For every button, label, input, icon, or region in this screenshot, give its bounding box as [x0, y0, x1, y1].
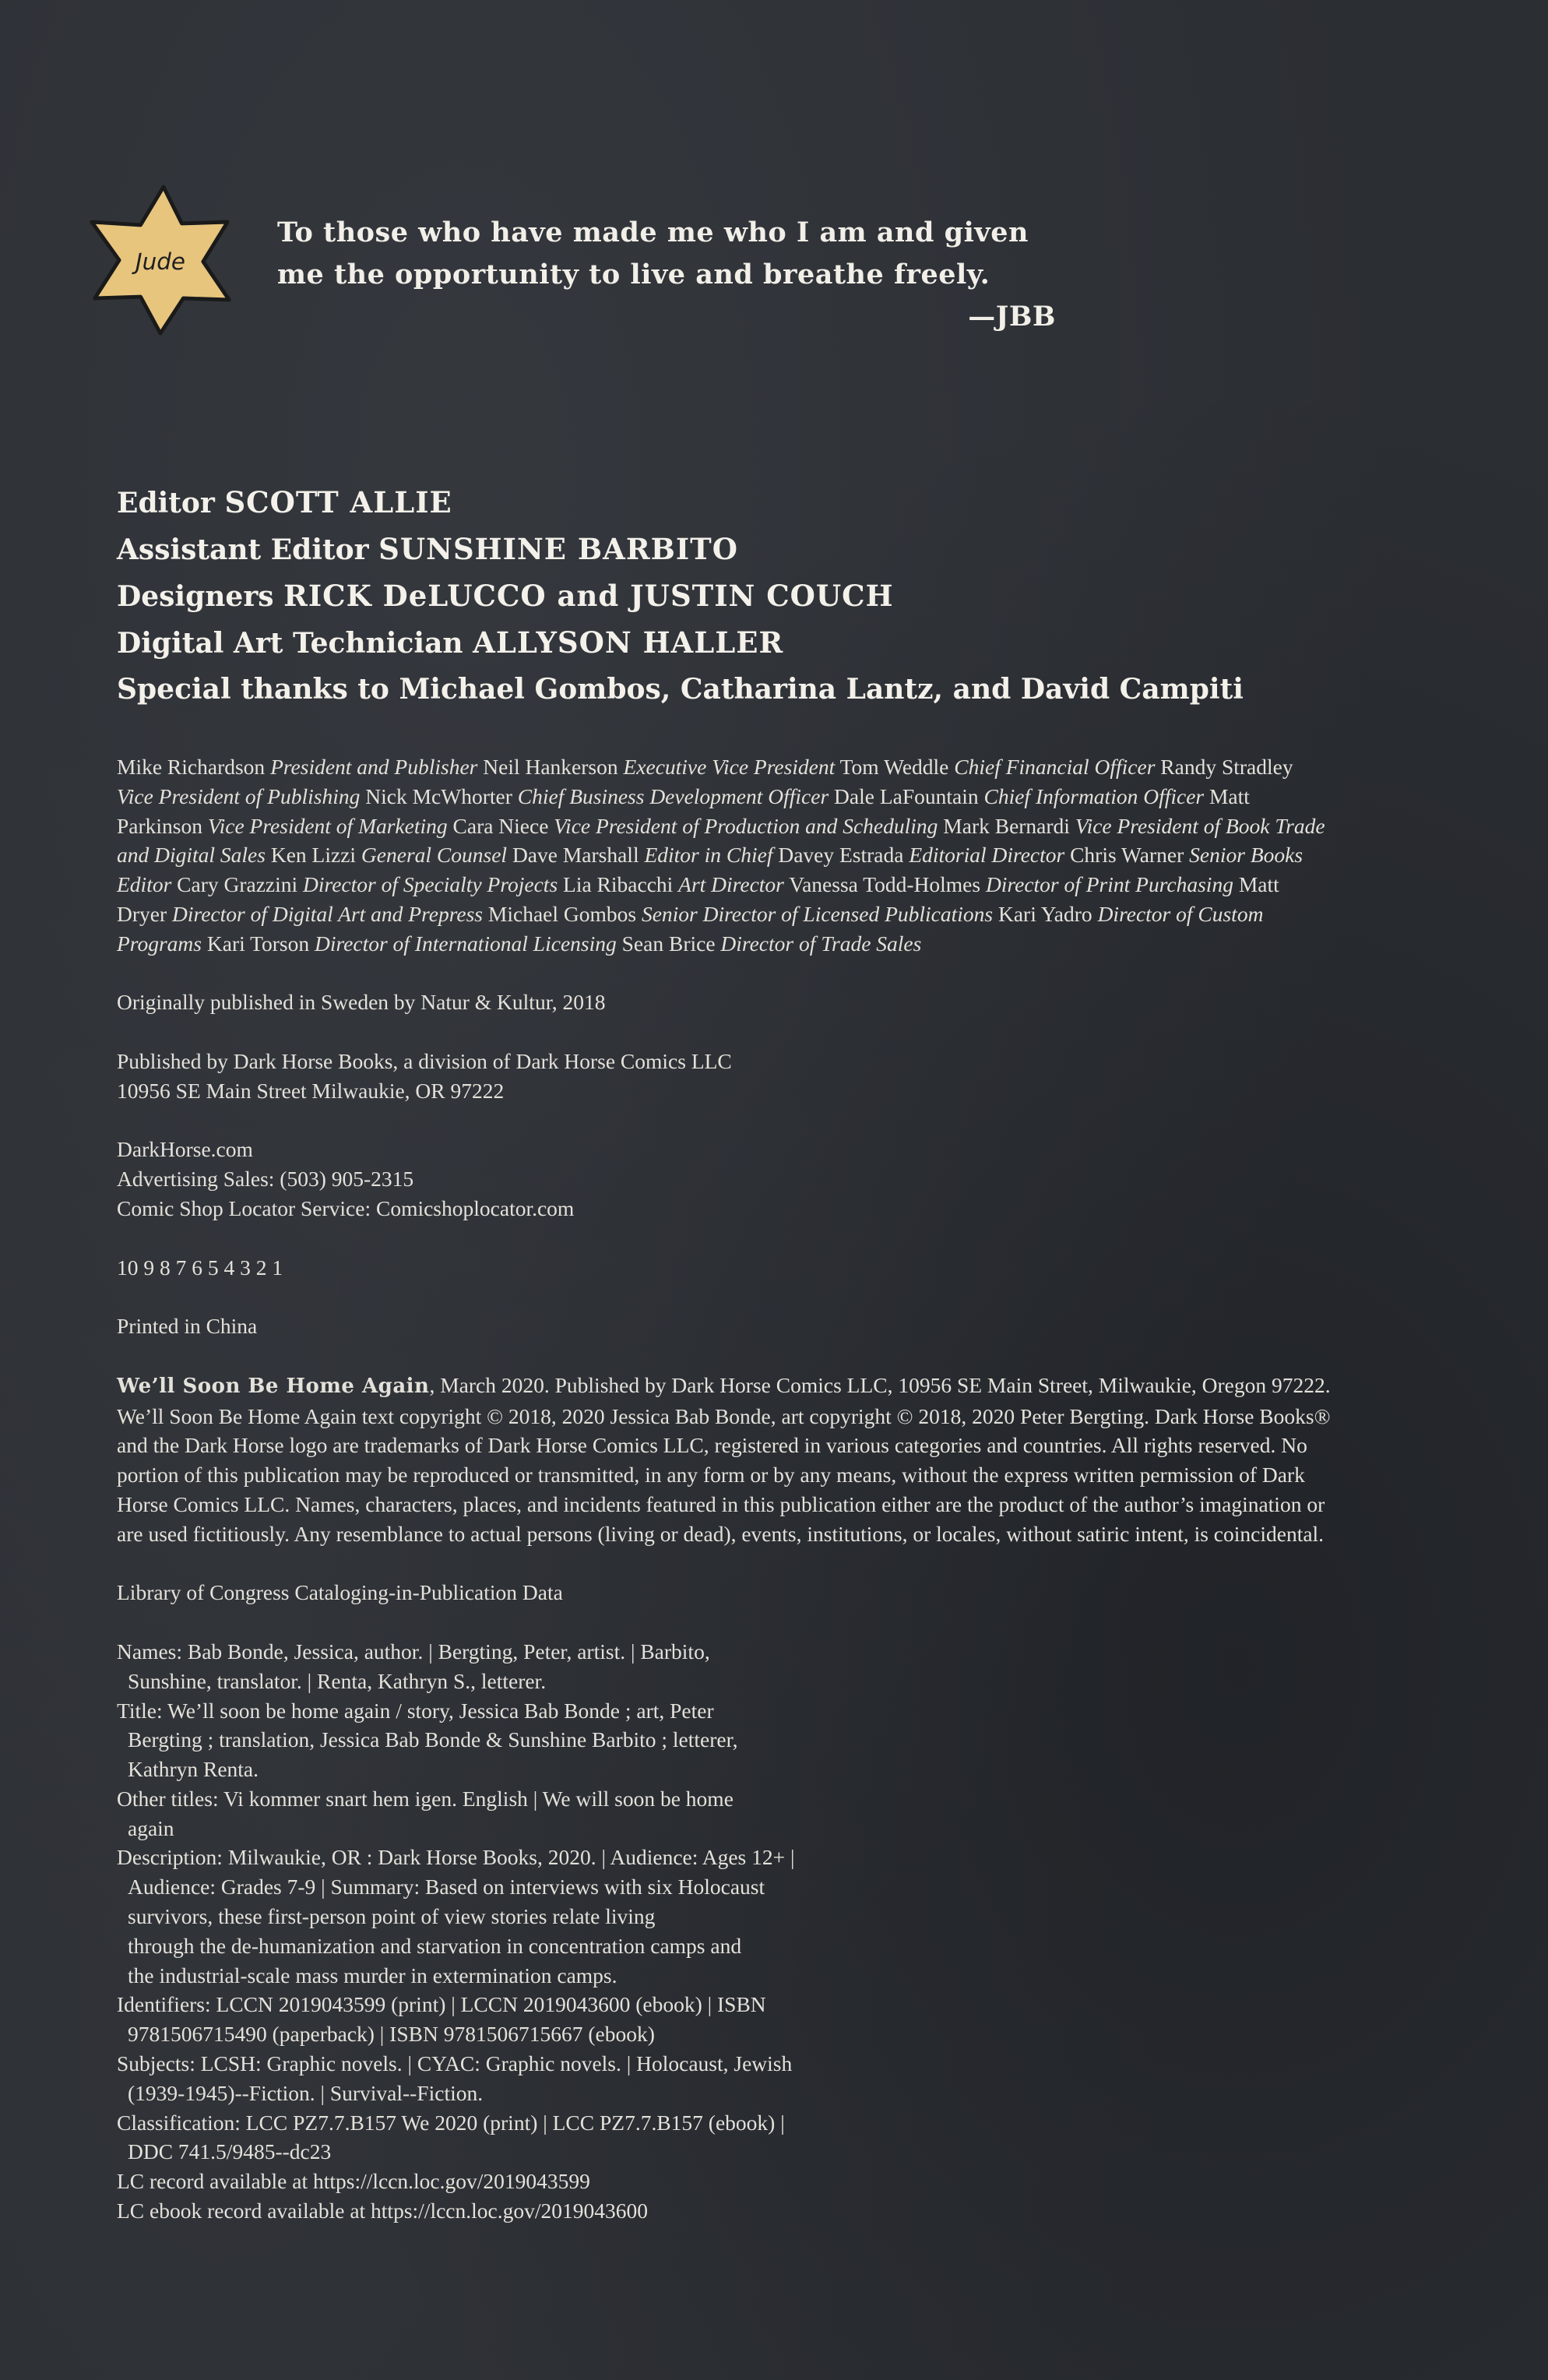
print-line: 10 9 8 7 6 5 4 3 2 1 [117, 1255, 283, 1280]
staff-name: Kari Yadro [997, 901, 1092, 926]
credit-role: Editor [117, 487, 215, 519]
staff-title: Executive Vice President [623, 755, 836, 779]
staff-title: Chief Information Officer [983, 783, 1205, 808]
credit-line [117, 573, 1479, 620]
dedication-signature: —JBB [968, 301, 1056, 333]
cip-line: LC record available at https://lccn.loc.gov/2019043599 [117, 2169, 590, 2194]
staff-title: Director of Specialty Projects [303, 872, 558, 897]
staff-title: Director of International Licensing [314, 931, 617, 956]
credit-line [117, 480, 1479, 526]
credit-name: SUNSHINE BARBITO [378, 532, 738, 566]
cip-line: LC ebook record available at https://lccn.loc.gov/2019043600 [117, 2199, 648, 2223]
printed-in: Printed in China [117, 1314, 258, 1339]
staff-title: Director of Digital Art and Prepress [172, 901, 484, 926]
cip-entry [117, 2049, 895, 2108]
cip-entry [117, 1784, 895, 1843]
publisher-name: Published by Dark Horse Books, a division of Dark Horse Comics LLC [117, 1048, 732, 1073]
star-of-david-icon [84, 184, 237, 336]
cip-line: Description: Milwaukie, OR : Dark Horse Books, 2020. | Audience: Ages 12+ | [117, 1845, 795, 1870]
cip-heading: Library of Congress Cataloging-in-Publication Data [117, 1580, 563, 1605]
staff-name: Davey Estrada [778, 843, 904, 868]
cip-line: through the de-humanization and starvation in concentration camps and [128, 1933, 742, 1958]
staff-title: General Counsel [361, 843, 508, 868]
credit-line [117, 667, 1479, 713]
staff-title: Vice President of Marketing [207, 813, 448, 838]
staff-title: Chief Financial Officer [954, 755, 1156, 779]
book-title: We’ll Soon Be Home Again [117, 1374, 430, 1398]
cip-line: (1939-1945)--Fiction. | Survival--Fiction. [128, 2080, 484, 2105]
dedication-line: me the opportunity to live and breathe freely. [277, 259, 990, 290]
staff-title: Senior Books Editor [117, 843, 1303, 897]
staff-name: Nick McWhorter [365, 783, 512, 808]
credit-name: RICK DeLUCCO and JUSTIN COUCH [283, 579, 894, 613]
staff-title: President and Publisher [270, 755, 478, 779]
staff-name: Vanessa Todd-Holmes [789, 872, 981, 897]
staff-title: Vice President of Publishing [117, 783, 361, 808]
staff-name: Randy Stradley [1160, 755, 1293, 779]
staff-name: Matt Parkinson [117, 783, 1250, 838]
staff-title: Editorial Director [909, 843, 1065, 868]
staff-title: Senior Director of Licensed Publications [641, 901, 994, 926]
staff-title: Director of Print Purchasing [985, 872, 1233, 897]
staff-title: Editor in Chief [644, 843, 773, 868]
dedication [277, 212, 1056, 338]
comic-shop-locator: Comic Shop Locator Service: Comicshoplocator.com [117, 1195, 575, 1220]
cip-data [117, 1637, 895, 2226]
cip-line: Bergting ; translation, Jessica Bab Bonde & Sunshine Barbito ; letterer, [128, 1727, 738, 1752]
staff-name: Cara Niece [452, 813, 549, 838]
star-label: Jude [135, 248, 186, 275]
staff-title: Art Director [678, 872, 784, 897]
cip-entry [117, 2196, 895, 2226]
credit-name: SCOTT ALLIE [224, 485, 452, 519]
cip-line: Names: Bab Bonde, Jessica, author. | Bergting, Peter, artist. | Barbito, [117, 1639, 710, 1664]
credit-line [117, 620, 1479, 667]
credit-role: Special thanks to [117, 673, 389, 706]
cip-line: Audience: Grades 7-9 | Summary: Based on interviews with six Holocaust [128, 1875, 765, 1899]
staff-name: Lia Ribacchi [563, 872, 674, 897]
staff-name: Dale LaFountain [834, 783, 979, 808]
cip-line: 9781506715490 (paperback) | ISBN 9781506715667 (ebook) [128, 2022, 655, 2047]
cip-entry [117, 2167, 895, 2196]
staff-name: Chris Warner [1070, 843, 1184, 868]
cip-line: Kathryn Renta. [128, 1757, 259, 1782]
staff-name: Kari Torson [206, 931, 310, 956]
publisher-info [117, 1047, 1332, 1106]
cip-line: again [128, 1815, 174, 1840]
cip-line: Subjects: LCSH: Graphic novels. | CYAC: Graphic novels. | Holocaust, Jewish [117, 2051, 793, 2076]
staff-title: Chief Business Development Officer [517, 783, 829, 808]
legal-text: , March 2020. Published by Dark Horse Comics LLC, 10956 SE Main Street, Milwaukie, Oregon 97222. We’ll Soon Be Home Again text copyright © 2018, 2020 Jessica Bab Bonde, art copyright © 2018, 2020 Peter Bergting. Dark Horse Books® and the Dark Horse logo are trademarks of Dark Horse Comics LLC, registered in various categories and countries. All rights reserved. No portion of this publication may be reproduced or transmitted, in any form or by any means, without the express written permission of Dark Horse Comics LLC. Names, characters, places, and incidents featured in this publication either are the product of the author’s imagination or are used fictitiously. Any resemblance to actual persons (living or dead), events, institutions, or locales, without satiric intent, is coincidental. [117, 1372, 1331, 1546]
staff-name: Mike Richardson [117, 755, 266, 779]
staff-list [117, 752, 1332, 959]
legal-notice [117, 1371, 1332, 1549]
yellow-star-badge [84, 184, 237, 336]
website-link: DarkHorse.com [117, 1137, 253, 1162]
cip-line: Classification: LCC PZ7.7.B157 We 2020 (print) | LCC PZ7.7.B157 (ebook) | [117, 2110, 785, 2135]
dedication-line: To those who have made me who I am and given [277, 217, 1029, 248]
cip-line: survivors, these first-person point of view stories relate living [128, 1904, 656, 1929]
cip-entry [117, 1990, 895, 2049]
staff-name: Matt Dryer [117, 872, 1279, 926]
publisher-address: 10956 SE Main Street Milwaukie, OR 97222 [117, 1078, 505, 1103]
advertising-sales: Advertising Sales: (503) 905-2315 [117, 1167, 414, 1192]
cip-entry [117, 1696, 895, 1784]
cip-line: the industrial-scale mass murder in extermination camps. [128, 1963, 617, 1987]
credit-line [117, 526, 1479, 573]
credit-role: Digital Art Technician [117, 627, 463, 660]
cip-line: Sunshine, translator. | Renta, Kathryn S., letterer. [128, 1668, 547, 1693]
credits-block [117, 480, 1479, 713]
staff-name: Neil Hankerson [483, 755, 618, 779]
cip-entry [117, 1637, 895, 1696]
credit-name: Michael Gombos, Catharina Lantz, and David Campiti [399, 673, 1244, 706]
cip-line: Identifiers: LCCN 2019043599 (print) | LCCN 2019043600 (ebook) | ISBN [117, 1992, 766, 2017]
staff-title: Director of Custom Programs [117, 901, 1264, 956]
cip-line: Title: We’ll soon be home again / story, Jessica Bab Bonde ; art, Peter [117, 1698, 714, 1723]
staff-title: Vice President of Production and Scheduling [554, 813, 938, 838]
staff-name: Dave Marshall [512, 843, 639, 868]
staff-name: Cary Grazzini [177, 872, 298, 897]
cip-line: DDC 741.5/9485--dc23 [128, 2139, 332, 2164]
originally-published: Originally published in Sweden by Natur & Kultur, 2018 [117, 990, 606, 1015]
credit-name: ALLYSON HALLER [473, 625, 784, 660]
staff-title: Vice President of Book Trade and Digital Sales [117, 813, 1325, 868]
contact-info [117, 1135, 1332, 1223]
credit-role: Designers [117, 580, 274, 613]
cip-entry [117, 1843, 895, 1990]
staff-name: Michael Gombos [487, 901, 637, 926]
staff-name: Mark Bernardi [943, 813, 1070, 838]
credit-role: Assistant Editor [117, 533, 369, 566]
staff-name: Tom Weddle [839, 755, 949, 779]
staff-name: Ken Lizzi [270, 843, 357, 868]
cip-line: Other titles: Vi kommer snart hem igen. English | We will soon be home [117, 1786, 734, 1811]
staff-title: Director of Trade Sales [720, 931, 922, 956]
cip-entry [117, 2108, 895, 2167]
copyright-page-body [117, 752, 1332, 2226]
staff-name: Sean Brice [621, 931, 716, 956]
